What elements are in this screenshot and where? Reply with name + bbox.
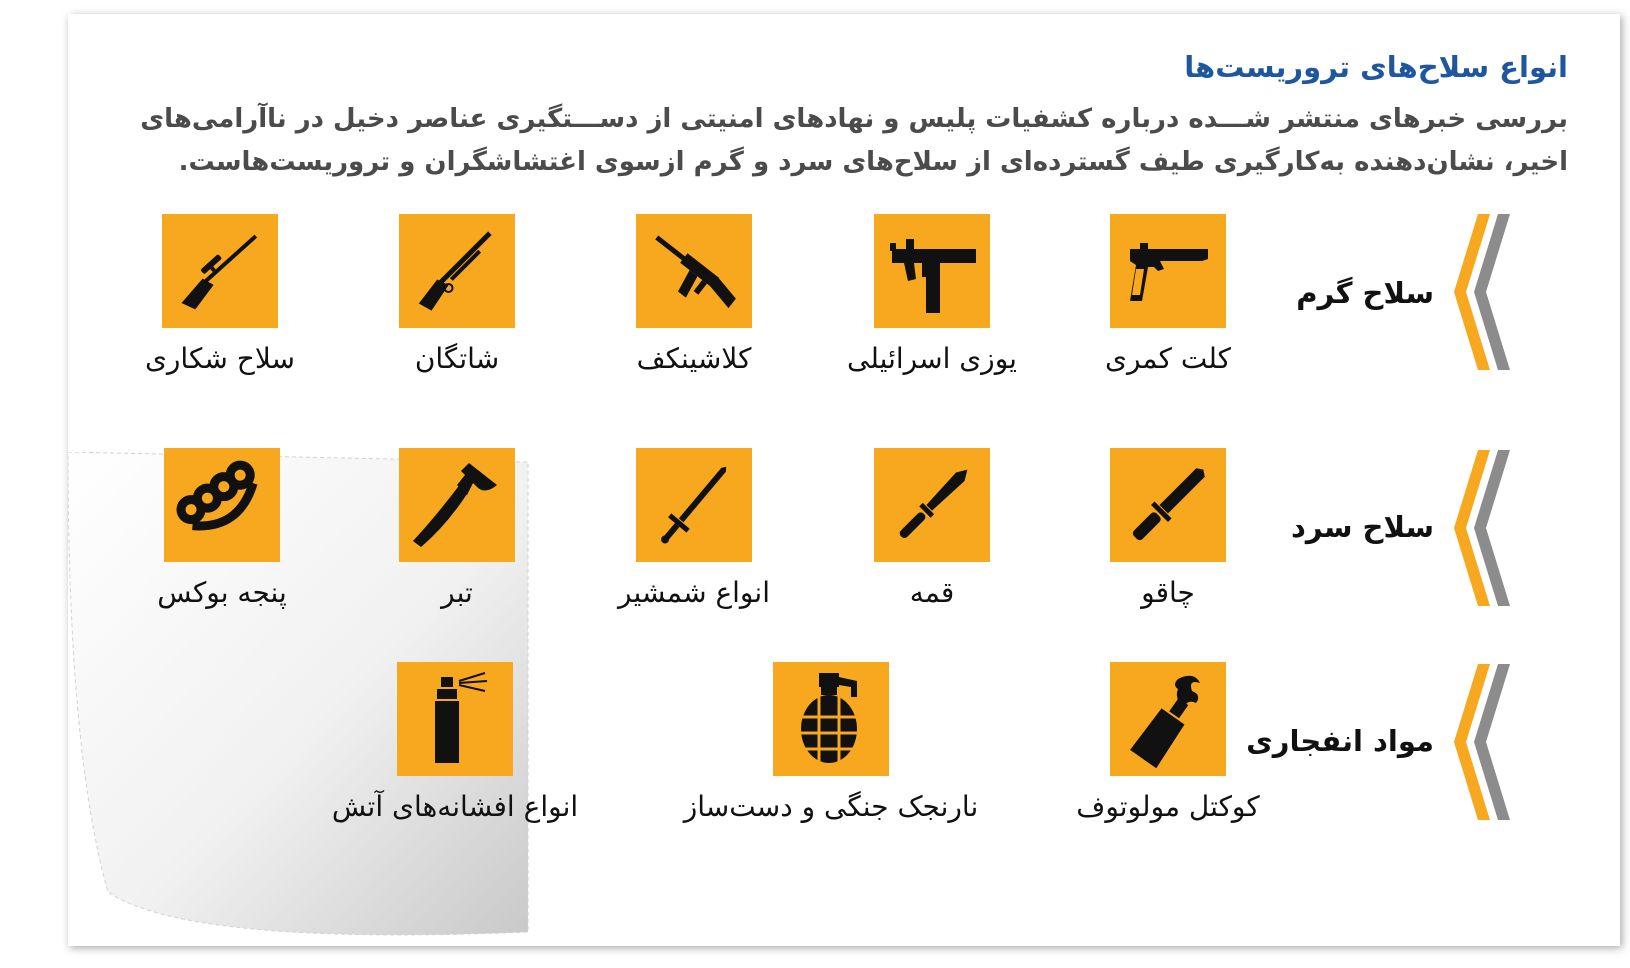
combat-knife-icon [1118,455,1218,555]
page-subtitle: بررسی خبرهای منتشر شـــده درباره کشفیات پلیس و نهادهای امنیتی از دســـتگیری عناصر دخیل در ناآرامی‌های اخیر، نشان‌دهنده به‌کارگیری طیف گسترده‌ای از سلاح‌های سرد و گرم ازسوی اغتشاشگران و تروریست‌هاست. [140,104,1568,177]
chevron-icon [1452,450,1512,606]
item-label-machete: قمه [909,576,955,609]
molotov-icon [1118,669,1218,769]
grenade-icon [781,669,881,769]
hunting-rifle-tile [162,214,278,328]
machete-icon [882,455,982,555]
shotgun-tile [399,214,515,328]
infographic-sheet [68,14,1620,946]
item-label-ak47: کلاشینکف [636,342,752,375]
item-label-spray: انواع افشانه‌های آتش [331,790,579,823]
spray-can-icon [405,669,505,769]
chevron-icon [1452,664,1512,820]
uzi-icon [882,221,982,321]
shotgun-icon [407,221,507,321]
pistol-tile [1110,214,1226,328]
item-label-uzi: یوزی اسرائیلی [847,342,1017,375]
item-label-grenade: نارنجک جنگی و دست‌ساز [683,790,979,823]
category-label-cold-weapons: سلاح سرد [1291,510,1434,544]
molotov-tile [1110,662,1226,776]
ak47-icon [644,221,744,321]
ak47-tile [636,214,752,328]
item-label-knife: چاقو [1141,576,1195,609]
uzi-tile [874,214,990,328]
category-label-explosives: مواد انفجاری [1246,724,1434,758]
item-label-pistol: کلت کمری [1105,342,1231,375]
item-label-molotov: کوکتل مولوتوف [1076,790,1260,823]
item-label-axe: تبر [441,576,473,609]
combat-knife-tile [1110,448,1226,562]
item-label-brass-knuckles: پنجه بوکس [157,576,287,609]
chevron-icon [1452,214,1512,370]
grenade-tile [773,662,889,776]
item-label-hunting-rifle: سلاح شکاری [144,342,296,375]
spray-can-tile [397,662,513,776]
brass-knuckles-tile [164,448,280,562]
item-label-sword: انواع شمشیر [618,576,770,609]
machete-tile [874,448,990,562]
page-title: انواع سلاح‌های تروریست‌ها [1184,50,1568,84]
sword-icon [644,455,744,555]
axe-icon [407,455,507,555]
sword-tile [636,448,752,562]
hunting-rifle-icon [170,221,270,321]
category-label-firearms: سلاح گرم [1296,276,1434,310]
item-label-shotgun: شاتگان [414,342,500,375]
brass-knuckles-icon [172,455,272,555]
axe-tile [399,448,515,562]
pistol-icon [1118,221,1218,321]
